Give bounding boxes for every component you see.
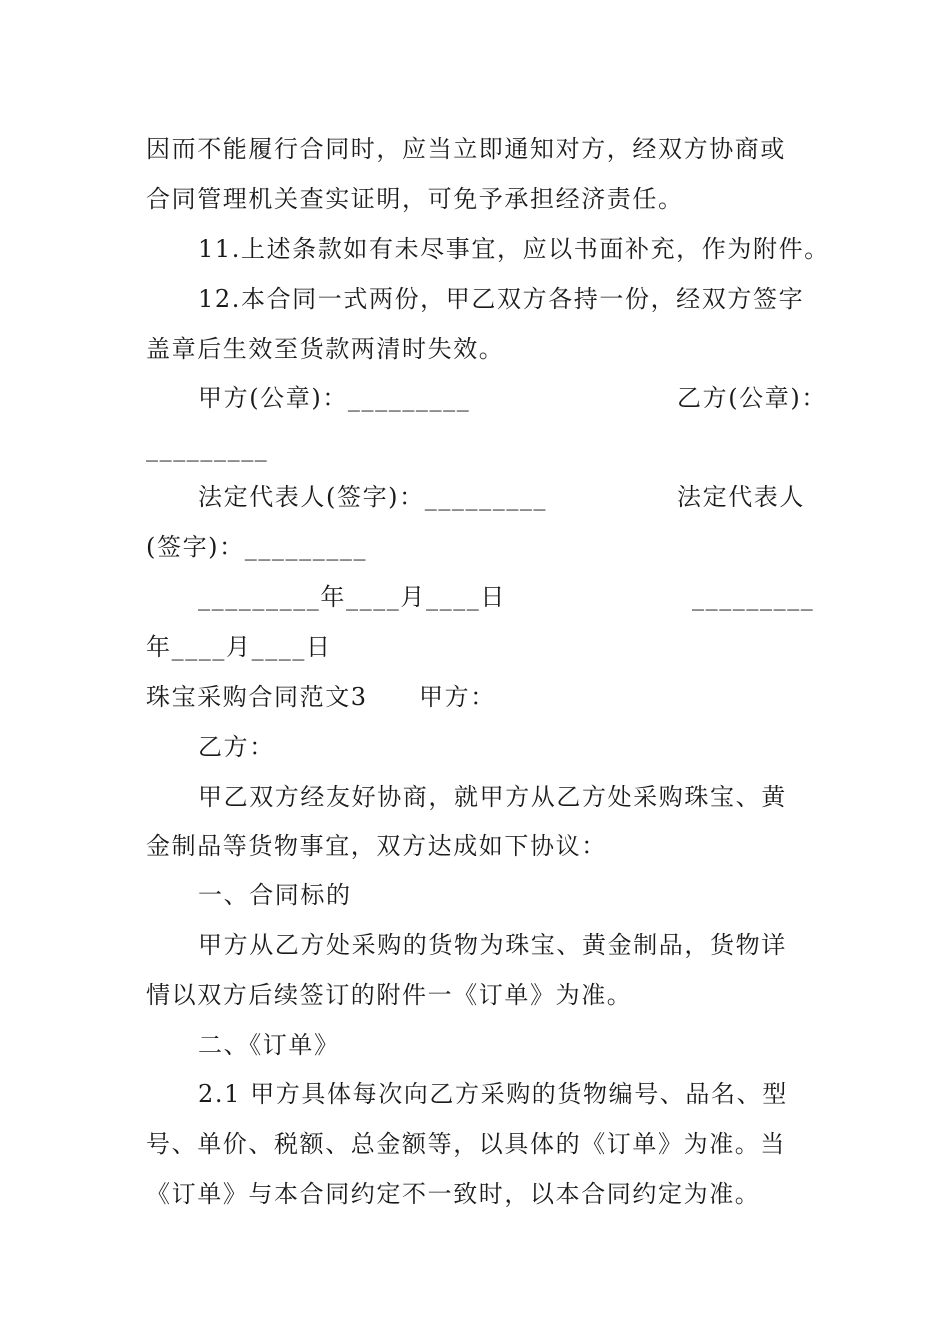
paragraph-line: 《订单》与本合同约定不一致时，以本合同约定为准。	[146, 1180, 761, 1208]
heading-order: 二、《订单》	[198, 1031, 340, 1059]
clause-12: 12.本合同一式两份，甲乙双方各持一份，经双方签字	[198, 285, 805, 313]
party-b-representative: 法定代表人	[677, 483, 805, 511]
party-a-date: _________年____月____日	[198, 583, 506, 611]
party-a-label: 甲方：	[419, 683, 496, 711]
paragraph-line: 因而不能履行合同时，应当立即通知对方，经双方协商或	[146, 135, 786, 163]
paragraph-line: 合同管理机关查实证明，可免予承担经济责任。	[146, 185, 684, 213]
clause-2-1: 2.1 甲方具体每次向乙方采购的货物编号、品名、型	[198, 1080, 788, 1108]
agreement-intro: 甲乙双方经友好协商，就甲方从乙方处采购珠宝、黄	[198, 783, 787, 811]
party-b-date: 年____月____日	[146, 633, 332, 661]
signature-blank: _________	[146, 434, 269, 462]
paragraph-line: 号、单价、税额、总金额等，以具体的《订单》为准。当	[146, 1130, 786, 1158]
party-b-date-blank: _________	[692, 583, 815, 611]
party-b-seal: 乙方(公章)：	[677, 384, 827, 412]
paragraph-line: 金制品等货物事宜，双方达成如下协议：	[146, 832, 607, 860]
party-b-label: 乙方：	[198, 733, 275, 761]
paragraph-line: 情以双方后续签订的附件一《订单》为准。	[146, 981, 633, 1009]
clause-11: 11.上述条款如有未尽事宜，应以书面补充，作为附件。	[198, 235, 830, 263]
party-a-representative: 法定代表人(签字)：_________	[198, 483, 548, 511]
section-title: 珠宝采购合同范文3	[146, 683, 368, 711]
party-a-seal: 甲方(公章)：_________	[198, 384, 471, 412]
paragraph-line: 甲方从乙方处采购的货物为珠宝、黄金制品，货物详	[198, 931, 787, 959]
party-b-signature: (签字)：_________	[146, 533, 368, 561]
paragraph-line: 盖章后生效至货款两清时失效。	[146, 335, 505, 363]
heading-contract-subject: 一、合同标的	[198, 881, 352, 909]
